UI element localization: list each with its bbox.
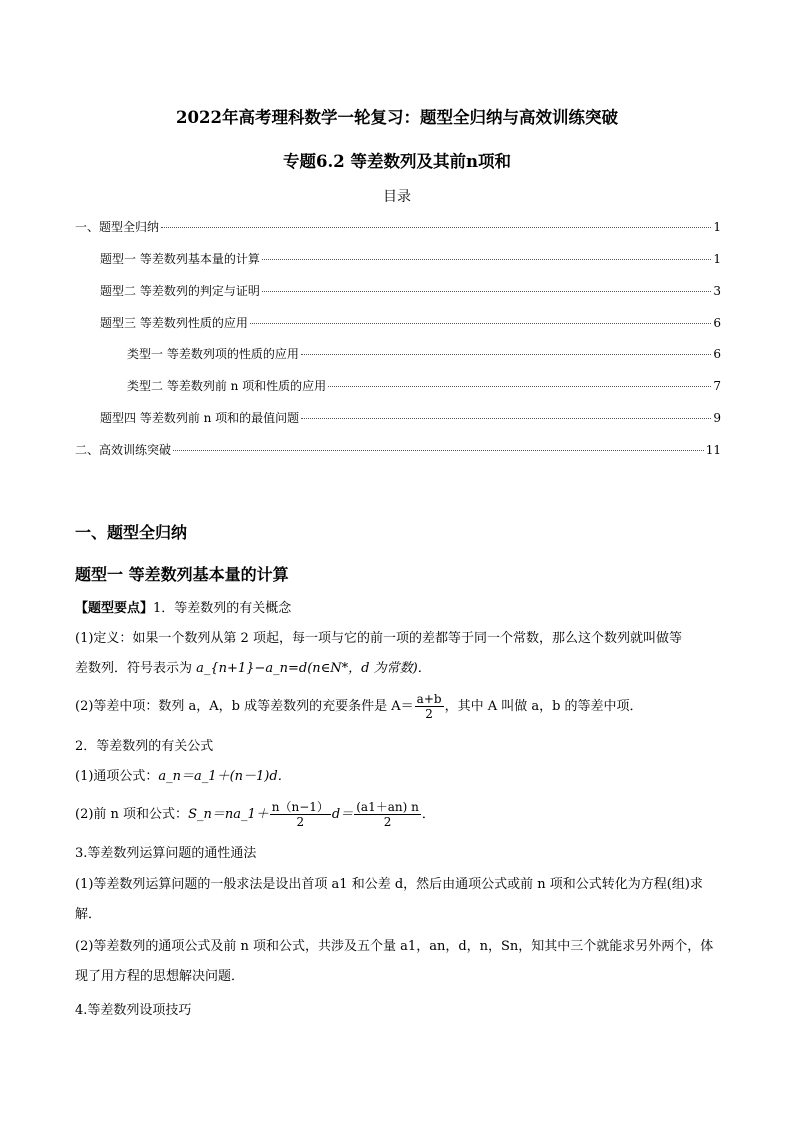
toc-leader [328, 386, 711, 387]
toc-leader [301, 418, 711, 419]
paragraph [75, 768, 721, 786]
fraction-numerator: (a1＋an) n [356, 800, 419, 814]
toc-item[interactable] [75, 443, 721, 457]
paragraph-text: (1)通项公式： [75, 769, 159, 784]
toc-leader [262, 259, 712, 260]
toc-item[interactable] [100, 411, 721, 425]
toc-item-page: 9 [713, 411, 721, 425]
paragraph-text: ，其中 A 叫做 a，b 的等差中项． [444, 699, 643, 714]
paragraph [75, 600, 721, 618]
paragraph: (1)定义：如果一个数列从第 2 项起，每一项与它的前一项的差都等于同一个常数，那么这个数列就叫做等 [75, 631, 682, 646]
toc-item-page: 1 [713, 220, 721, 234]
formula: a_n＝a_1＋(n－1)d． [158, 769, 291, 784]
toc-item-page: 1 [713, 252, 721, 266]
paragraph-text: (2)前 n 项和公式： [75, 807, 189, 822]
toc-leader [301, 354, 712, 355]
toc-leader [161, 227, 711, 228]
toc-leader [262, 291, 712, 292]
toc-item-label: 题型二 等差数列的判定与证明 [100, 284, 260, 298]
toc-item-label: 题型三 等差数列性质的应用 [100, 316, 248, 330]
toc-item[interactable] [127, 379, 721, 393]
toc-item-label: 一、题型全归纳 [75, 220, 160, 234]
toc-item-page: 6 [713, 316, 721, 330]
toc-title: 目录 [383, 189, 411, 205]
section-heading: 一、题型全归纳 [75, 523, 188, 542]
toc-item-label: 题型一 等差数列基本量的计算 [100, 252, 260, 266]
toc-item-page: 7 [713, 379, 721, 393]
paragraph: 3.等差数列运算问题的通性通法 [75, 846, 257, 861]
toc-item-page: 6 [713, 347, 721, 361]
fraction-denominator: 2 [383, 815, 392, 829]
paragraph: (1)等差数列运算问题的一般求法是设出首项 a1 和公差 d，然后由通项公式或前 n 项和公式转化为方程(组)求 [75, 877, 703, 892]
paragraph: 4.等差数列设项技巧 [75, 1003, 192, 1018]
toc-item-label: 题型四 等差数列前 n 项和的最值问题 [100, 411, 300, 425]
toc-item-page: 11 [705, 443, 721, 457]
toc-item-page: 3 [713, 284, 721, 298]
paragraph: (2)等差数列的通项公式及前 n 项和公式，共涉及五个量 a1，an，d，n，Sn，知其中三个就能求另外两个，体 [75, 939, 714, 954]
formula: S_n＝na_1＋ [188, 807, 269, 822]
formula: a_{n+1}−a_n=d(n∈N*，d 为常数)． [196, 661, 431, 676]
paragraph-text: 差数列．符号表示为 [75, 661, 197, 676]
sub-title: 专题6.2 等差数列及其前n项和 [283, 152, 511, 171]
paragraph [75, 692, 721, 721]
fraction [270, 800, 331, 829]
paragraph: 现了用方程的思想解决问题． [75, 969, 245, 984]
main-title: 2022年高考理科数学一轮复习：题型全归纳与高效训练突破 [176, 108, 618, 127]
fraction-denominator: 2 [296, 815, 305, 829]
toc-item-label: 类型一 等差数列项的性质的应用 [127, 347, 299, 361]
paragraph: 2．等差数列的有关公式 [75, 739, 214, 754]
fraction-numerator: n（n−1） [271, 800, 329, 814]
fraction [354, 800, 421, 829]
paragraph: 解． [75, 907, 102, 922]
formula: d＝ [331, 807, 354, 822]
toc-leader [250, 323, 712, 324]
paragraph [75, 660, 721, 678]
paragraph-text: (2)等差中项：数列 a，A，b 成等差数列的充要条件是 A＝ [75, 699, 414, 714]
toc-item-label: 类型二 等差数列前 n 项和性质的应用 [127, 379, 327, 393]
toc-item[interactable] [75, 220, 721, 234]
toc-leader [173, 450, 704, 451]
subsection-heading: 题型一 等差数列基本量的计算 [75, 565, 289, 584]
fraction [415, 692, 444, 721]
bracket-label: 【题型要点】 [75, 601, 154, 616]
toc-item[interactable] [100, 252, 721, 266]
paragraph [75, 800, 721, 829]
toc-item[interactable] [127, 347, 721, 361]
toc-item[interactable] [100, 316, 721, 330]
paragraph-text: 1．等差数列的有关概念 [153, 601, 292, 616]
fraction-denominator: 2 [425, 707, 433, 721]
fraction-numerator: a+b [416, 692, 442, 706]
toc-item-label: 二、高效训练突破 [75, 443, 172, 457]
toc-item[interactable] [100, 284, 721, 298]
paragraph-text: ． [421, 807, 435, 822]
